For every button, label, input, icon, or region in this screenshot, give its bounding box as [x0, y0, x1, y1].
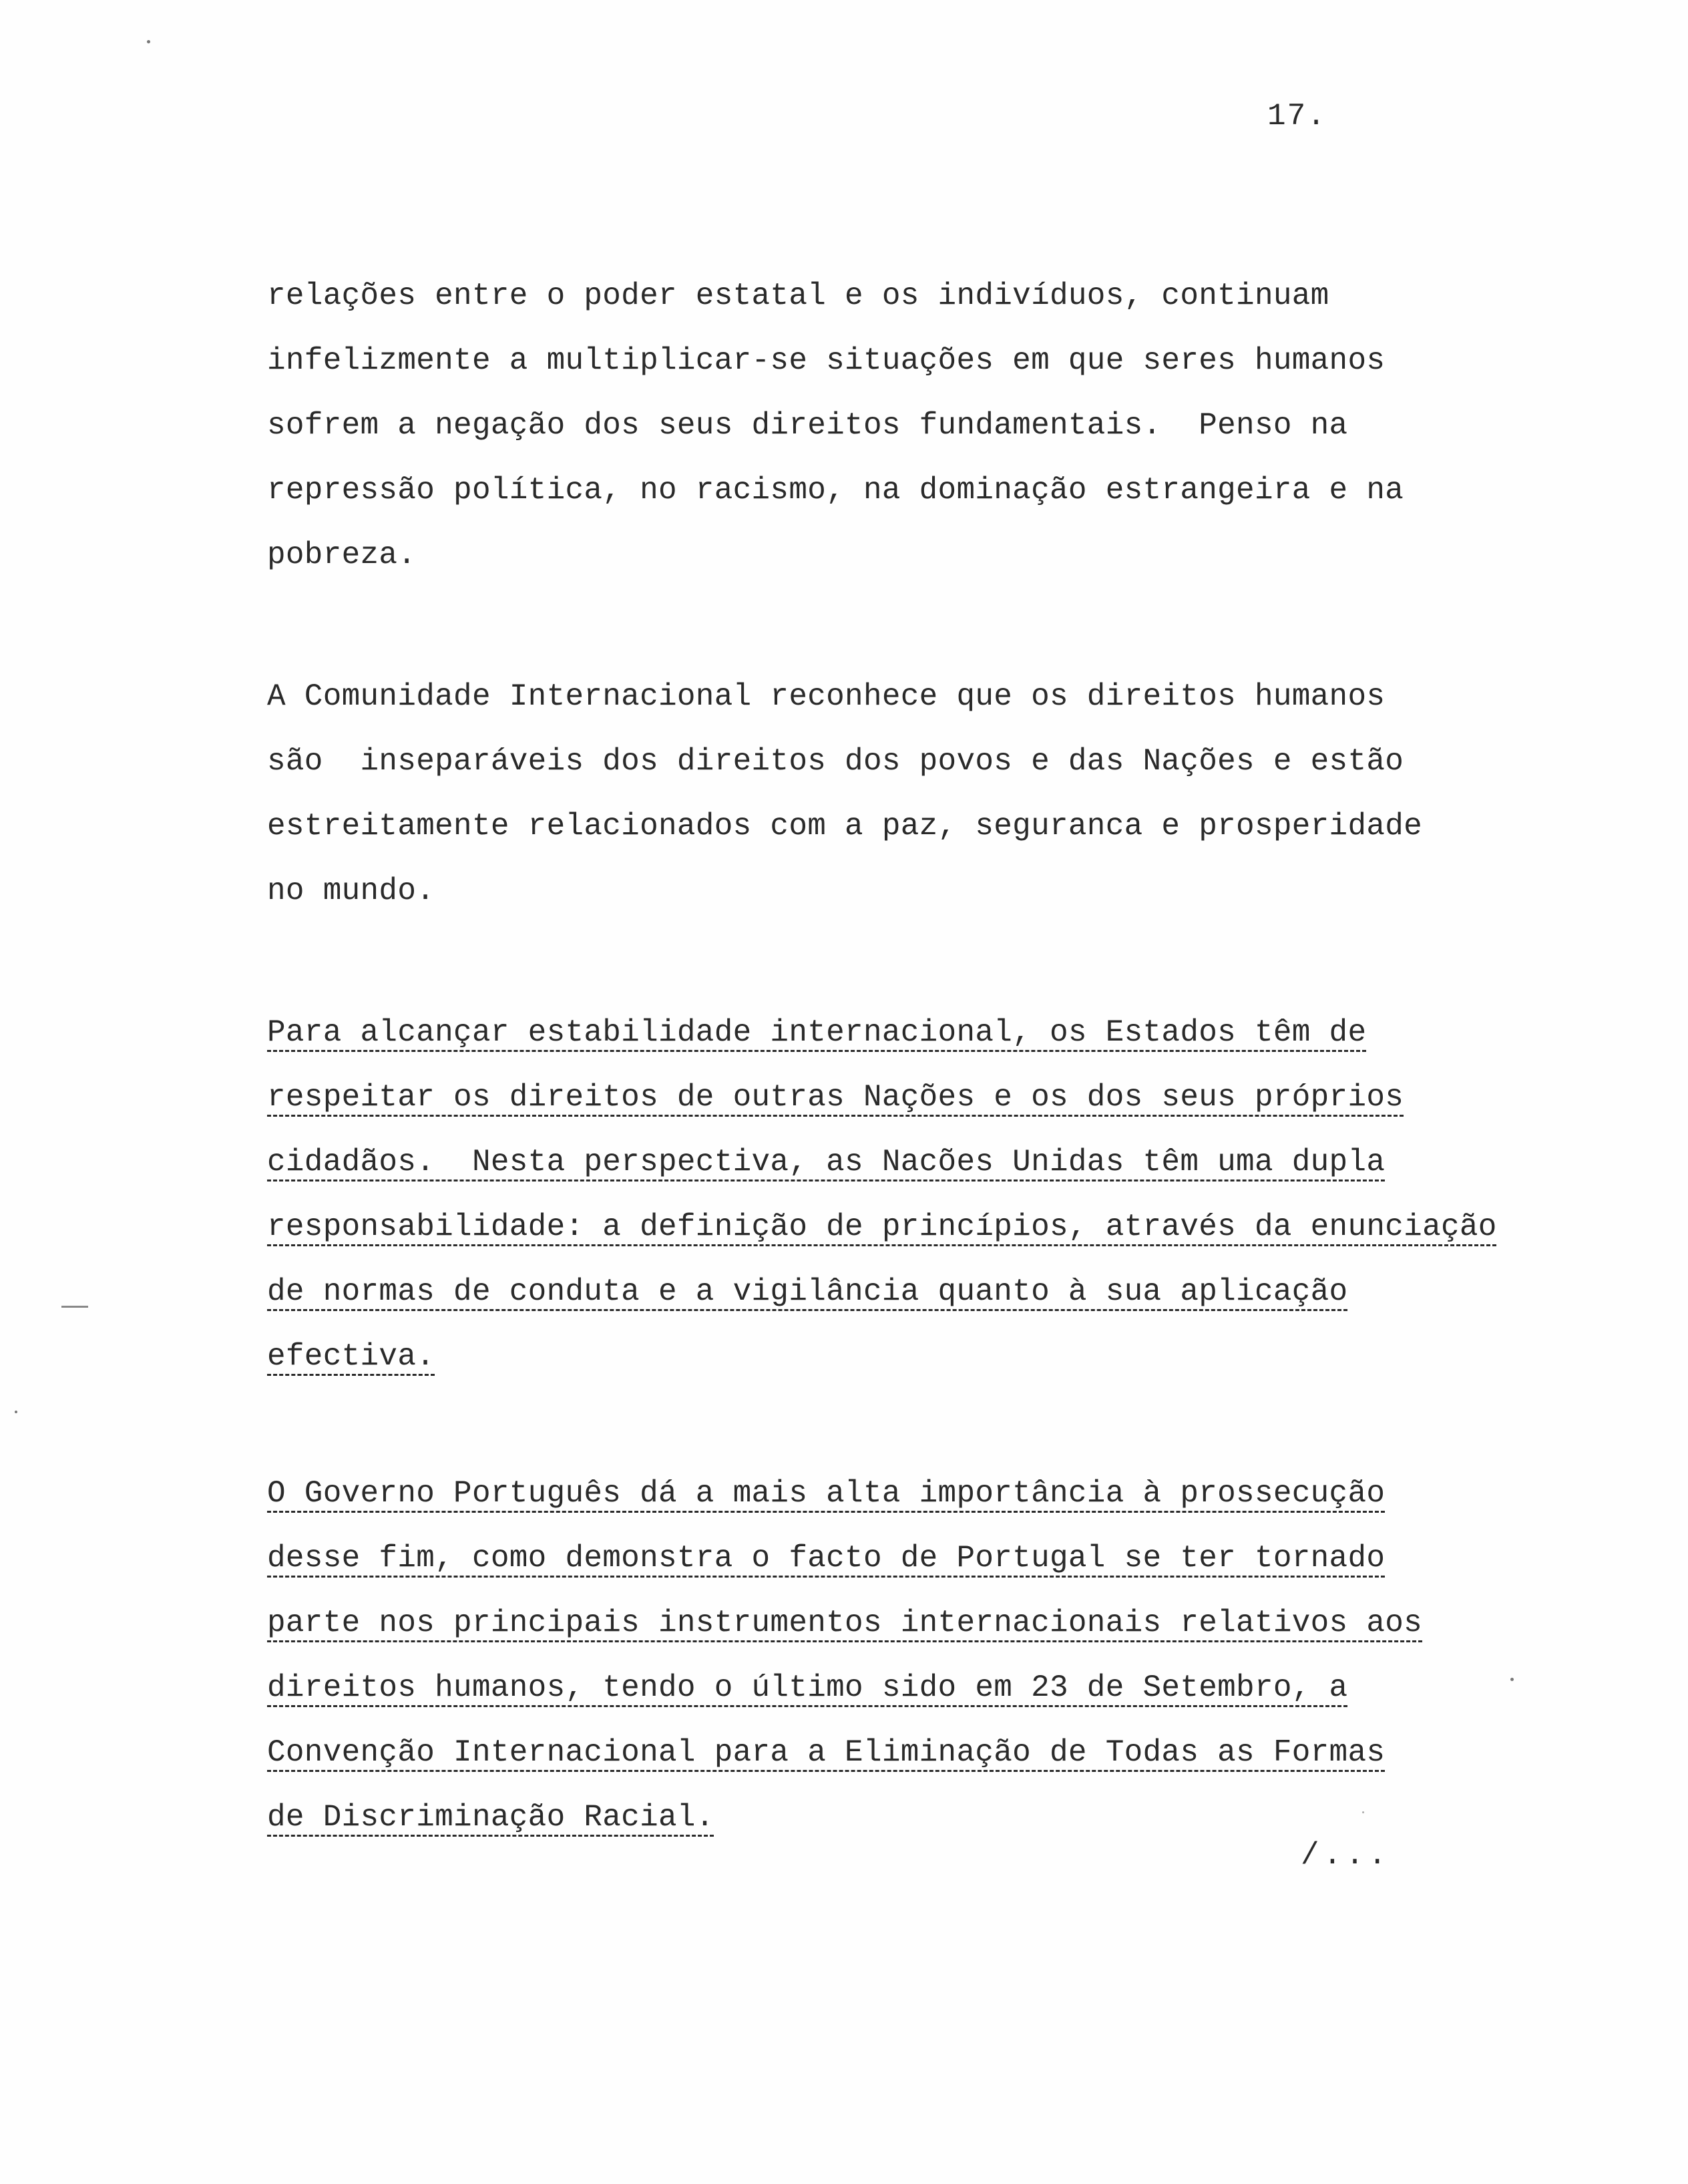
underlined-text: desse fim, como demonstra o facto de Portugal se ter tornado — [267, 1541, 1386, 1576]
text-line: infelizmente a multiplicar-se situações em que seres humanos — [267, 343, 1386, 378]
text-line: pobreza. — [267, 538, 417, 572]
underlined-text: cidadãos. Nesta perspectiva, as Nacões Unidas têm uma dupla — [267, 1145, 1386, 1179]
underlined-text: parte nos principais instrumentos internacionais relativos aos — [267, 1606, 1423, 1640]
underlined-paragraph — [267, 1461, 1603, 1850]
underlined-text: efectiva. — [267, 1339, 435, 1374]
text-line: repressão política, no racismo, na dominação estrangeira e na — [267, 473, 1404, 508]
text-line: sofrem a negação dos seus direitos fundamentais. Penso na — [267, 408, 1348, 443]
scan-speck — [1510, 1678, 1514, 1681]
underlined-text: Para alcançar estabilidade internacional, os Estados têm de — [267, 1015, 1367, 1050]
continuation-mark: /... — [1301, 1838, 1391, 1873]
text-line: relações entre o poder estatal e os indivíduos, continuam — [267, 279, 1329, 313]
margin-mark — [61, 1306, 88, 1308]
underlined-text: de Discriminação Racial. — [267, 1800, 714, 1835]
paragraph — [267, 264, 1603, 588]
underlined-text: responsabilidade: a definição de princípios, através da enunciação — [267, 1210, 1497, 1244]
text-line — [267, 1461, 1603, 1526]
paragraph — [267, 665, 1603, 924]
scan-speck — [147, 40, 150, 43]
scan-speck — [1362, 1811, 1364, 1813]
text-line — [267, 1065, 1603, 1130]
underlined-text: direitos humanos, tendo o último sido em 23 de Setembro, a — [267, 1670, 1348, 1705]
text-line: A Comunidade Internacional reconhece que os direitos humanos — [267, 679, 1386, 714]
underlined-text: respeitar os direitos de outras Nações e os dos seus próprios — [267, 1080, 1404, 1115]
text-line — [267, 1656, 1603, 1720]
text-line — [267, 1785, 1603, 1850]
scan-speck — [15, 1411, 17, 1413]
text-line: estreitamente relacionados com a paz, seguranca e prosperidade — [267, 809, 1423, 844]
underlined-paragraph — [267, 1000, 1603, 1389]
text-line — [267, 1324, 1603, 1389]
text-line — [267, 1130, 1603, 1195]
text-line — [267, 1000, 1603, 1065]
underlined-text: O Governo Português dá a mais alta importância à prossecução — [267, 1476, 1386, 1511]
text-line — [267, 1526, 1603, 1591]
page-number: 17. — [1267, 99, 1327, 134]
text-line — [267, 1720, 1603, 1785]
underlined-text: de normas de conduta e a vigilância quanto à sua aplicação — [267, 1274, 1348, 1309]
text-line — [267, 1195, 1603, 1260]
text-line — [267, 1260, 1603, 1324]
text-line: são inseparáveis dos direitos dos povos e das Nações e estão — [267, 744, 1404, 779]
text-line: no mundo. — [267, 874, 435, 908]
text-line — [267, 1591, 1603, 1656]
underlined-text: Convenção Internacional para a Eliminação de Todas as Formas — [267, 1735, 1386, 1770]
